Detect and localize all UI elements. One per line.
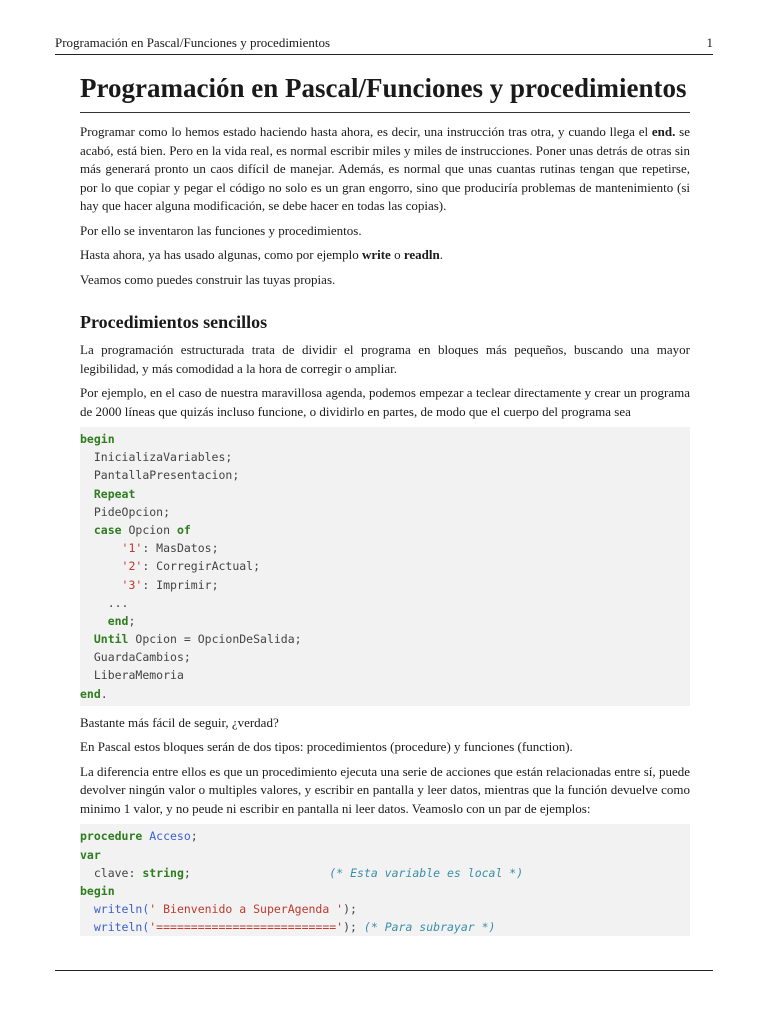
- bold-end: end.: [651, 124, 676, 139]
- intro-paragraph-3: [80, 246, 690, 265]
- text-run: o: [390, 247, 404, 262]
- code-text: ;: [128, 613, 136, 628]
- code-keyword: end: [80, 686, 101, 701]
- code-keyword: case: [93, 522, 122, 537]
- running-header: [55, 34, 713, 55]
- code-comment: (* Para subrayar *): [363, 920, 496, 935]
- code-ellipsis: ...: [107, 595, 129, 610]
- code-keyword: begin: [80, 883, 115, 898]
- intro-paragraph-2: Por ello se inventaron las funciones y procedimientos.: [80, 222, 362, 238]
- section-paragraph-4: En Pascal estos bloques serán de dos tipos: procedimientos (procedure) y funciones (function).: [80, 739, 573, 755]
- code-text: : Imprimir;: [142, 577, 219, 592]
- code-text: );: [343, 920, 357, 935]
- page-title: Programación en Pascal/Funciones y procedimientos: [80, 72, 690, 113]
- code-comment: (* Esta variable es local *): [329, 865, 524, 880]
- code-text: clave:: [93, 865, 143, 880]
- code-block-procedure: [80, 824, 690, 936]
- text-run: .: [439, 247, 443, 262]
- code-text: : CorregirActual;: [142, 559, 261, 574]
- code-string: ' Bienvenido a SuperAgenda ': [149, 902, 344, 917]
- code-text: .: [100, 686, 108, 701]
- code-keyword: var: [80, 847, 101, 862]
- code-text: Opcion = OpcionDeSalida;: [128, 632, 302, 647]
- code-line: PantallaPresentacion;: [93, 468, 240, 483]
- code-block-main-program: [80, 427, 690, 706]
- code-keyword: procedure: [80, 829, 143, 844]
- page-number: 1: [706, 35, 713, 50]
- code-identifier: writeln(: [93, 902, 150, 917]
- bold-readln: readln: [403, 247, 440, 262]
- code-line: PideOpcion;: [93, 504, 171, 519]
- code-string: '==========================': [149, 920, 344, 935]
- bold-write: write: [361, 247, 391, 262]
- code-text: ;: [183, 865, 191, 880]
- code-string: '3': [121, 577, 143, 592]
- code-identifier: writeln(: [93, 920, 150, 935]
- code-text: );: [343, 902, 357, 917]
- code-keyword: of: [176, 522, 191, 537]
- running-title: Programación en Pascal/Funciones y procedimientos: [55, 35, 331, 50]
- text-run: Programar como lo hemos estado haciendo hasta ahora, es decir, una instrucción tras otra, y cuando llega el: [80, 124, 652, 139]
- code-text: Opcion: [121, 522, 177, 537]
- code-line: LiberaMemoria: [93, 668, 184, 683]
- code-text: : MasDatos;: [142, 541, 219, 556]
- section-paragraph-1: La programación estructurada trata de dividir el programa en bloques más pequeños, buscando una mayor legibilidad, y más comodidad a la hora de corregir o ampliar.: [80, 342, 690, 376]
- page-content: [80, 72, 690, 936]
- section-heading: Procedimientos sencillos: [80, 312, 268, 332]
- text-run: Hasta ahora, ya has usado algunas, como por ejemplo: [80, 247, 362, 262]
- text-run: se acabó, está bien. Pero en la vida real, es normal escribir miles y miles de instrucciones. Poner unas detrás de otras sin más generará pronto un caos difícil de manejar. Además, es normal que unas cuantas rutinas tengan que repetirse, por lo que copiar y pegar el código no solo es un gran engorro, sino que produciría problemas de mantenimiento (si hay que hacer alguna modificación, se debe hacer en todas las copias).: [80, 124, 690, 213]
- code-line: InicializaVariables;: [93, 450, 233, 465]
- code-keyword: begin: [80, 432, 115, 446]
- footer-rule: [55, 970, 713, 971]
- code-keyword: Repeat: [93, 486, 136, 501]
- section-paragraph-3: Bastante más fácil de seguir, ¿verdad?: [80, 714, 279, 730]
- code-keyword: Until: [93, 632, 129, 647]
- code-string: '2': [121, 559, 143, 574]
- intro-paragraph-1: [80, 123, 690, 216]
- code-string: '1': [121, 541, 143, 556]
- section-paragraph-2: Por ejemplo, en el caso de nuestra maravillosa agenda, podemos empezar a teclear directamente y crear un programa de 2000 líneas que quizás incluso funcione, o dividirlo en partes, de modo que el cuerpo del programa sea: [80, 385, 690, 419]
- code-text: ;: [190, 829, 198, 844]
- section-paragraph-5: La diferencia entre ellos es que un procedimiento ejecuta una serie de acciones que están relacionadas entre sí, puede devolver ningún valor o multiples valores, y escribir en pantalla y leer datos, mientras que la función devuelve como minimo 1 valor, y no peude ni escribir en pantalla ni leer datos. Veamoslo con un par de ejemplos:: [80, 763, 690, 816]
- code-keyword: end: [107, 613, 129, 628]
- code-line: GuardaCambios;: [93, 650, 191, 665]
- code-keyword: string: [142, 865, 184, 880]
- intro-paragraph-4: Veamos como puedes construir las tuyas propias.: [80, 271, 336, 287]
- code-identifier: Acceso: [142, 829, 191, 844]
